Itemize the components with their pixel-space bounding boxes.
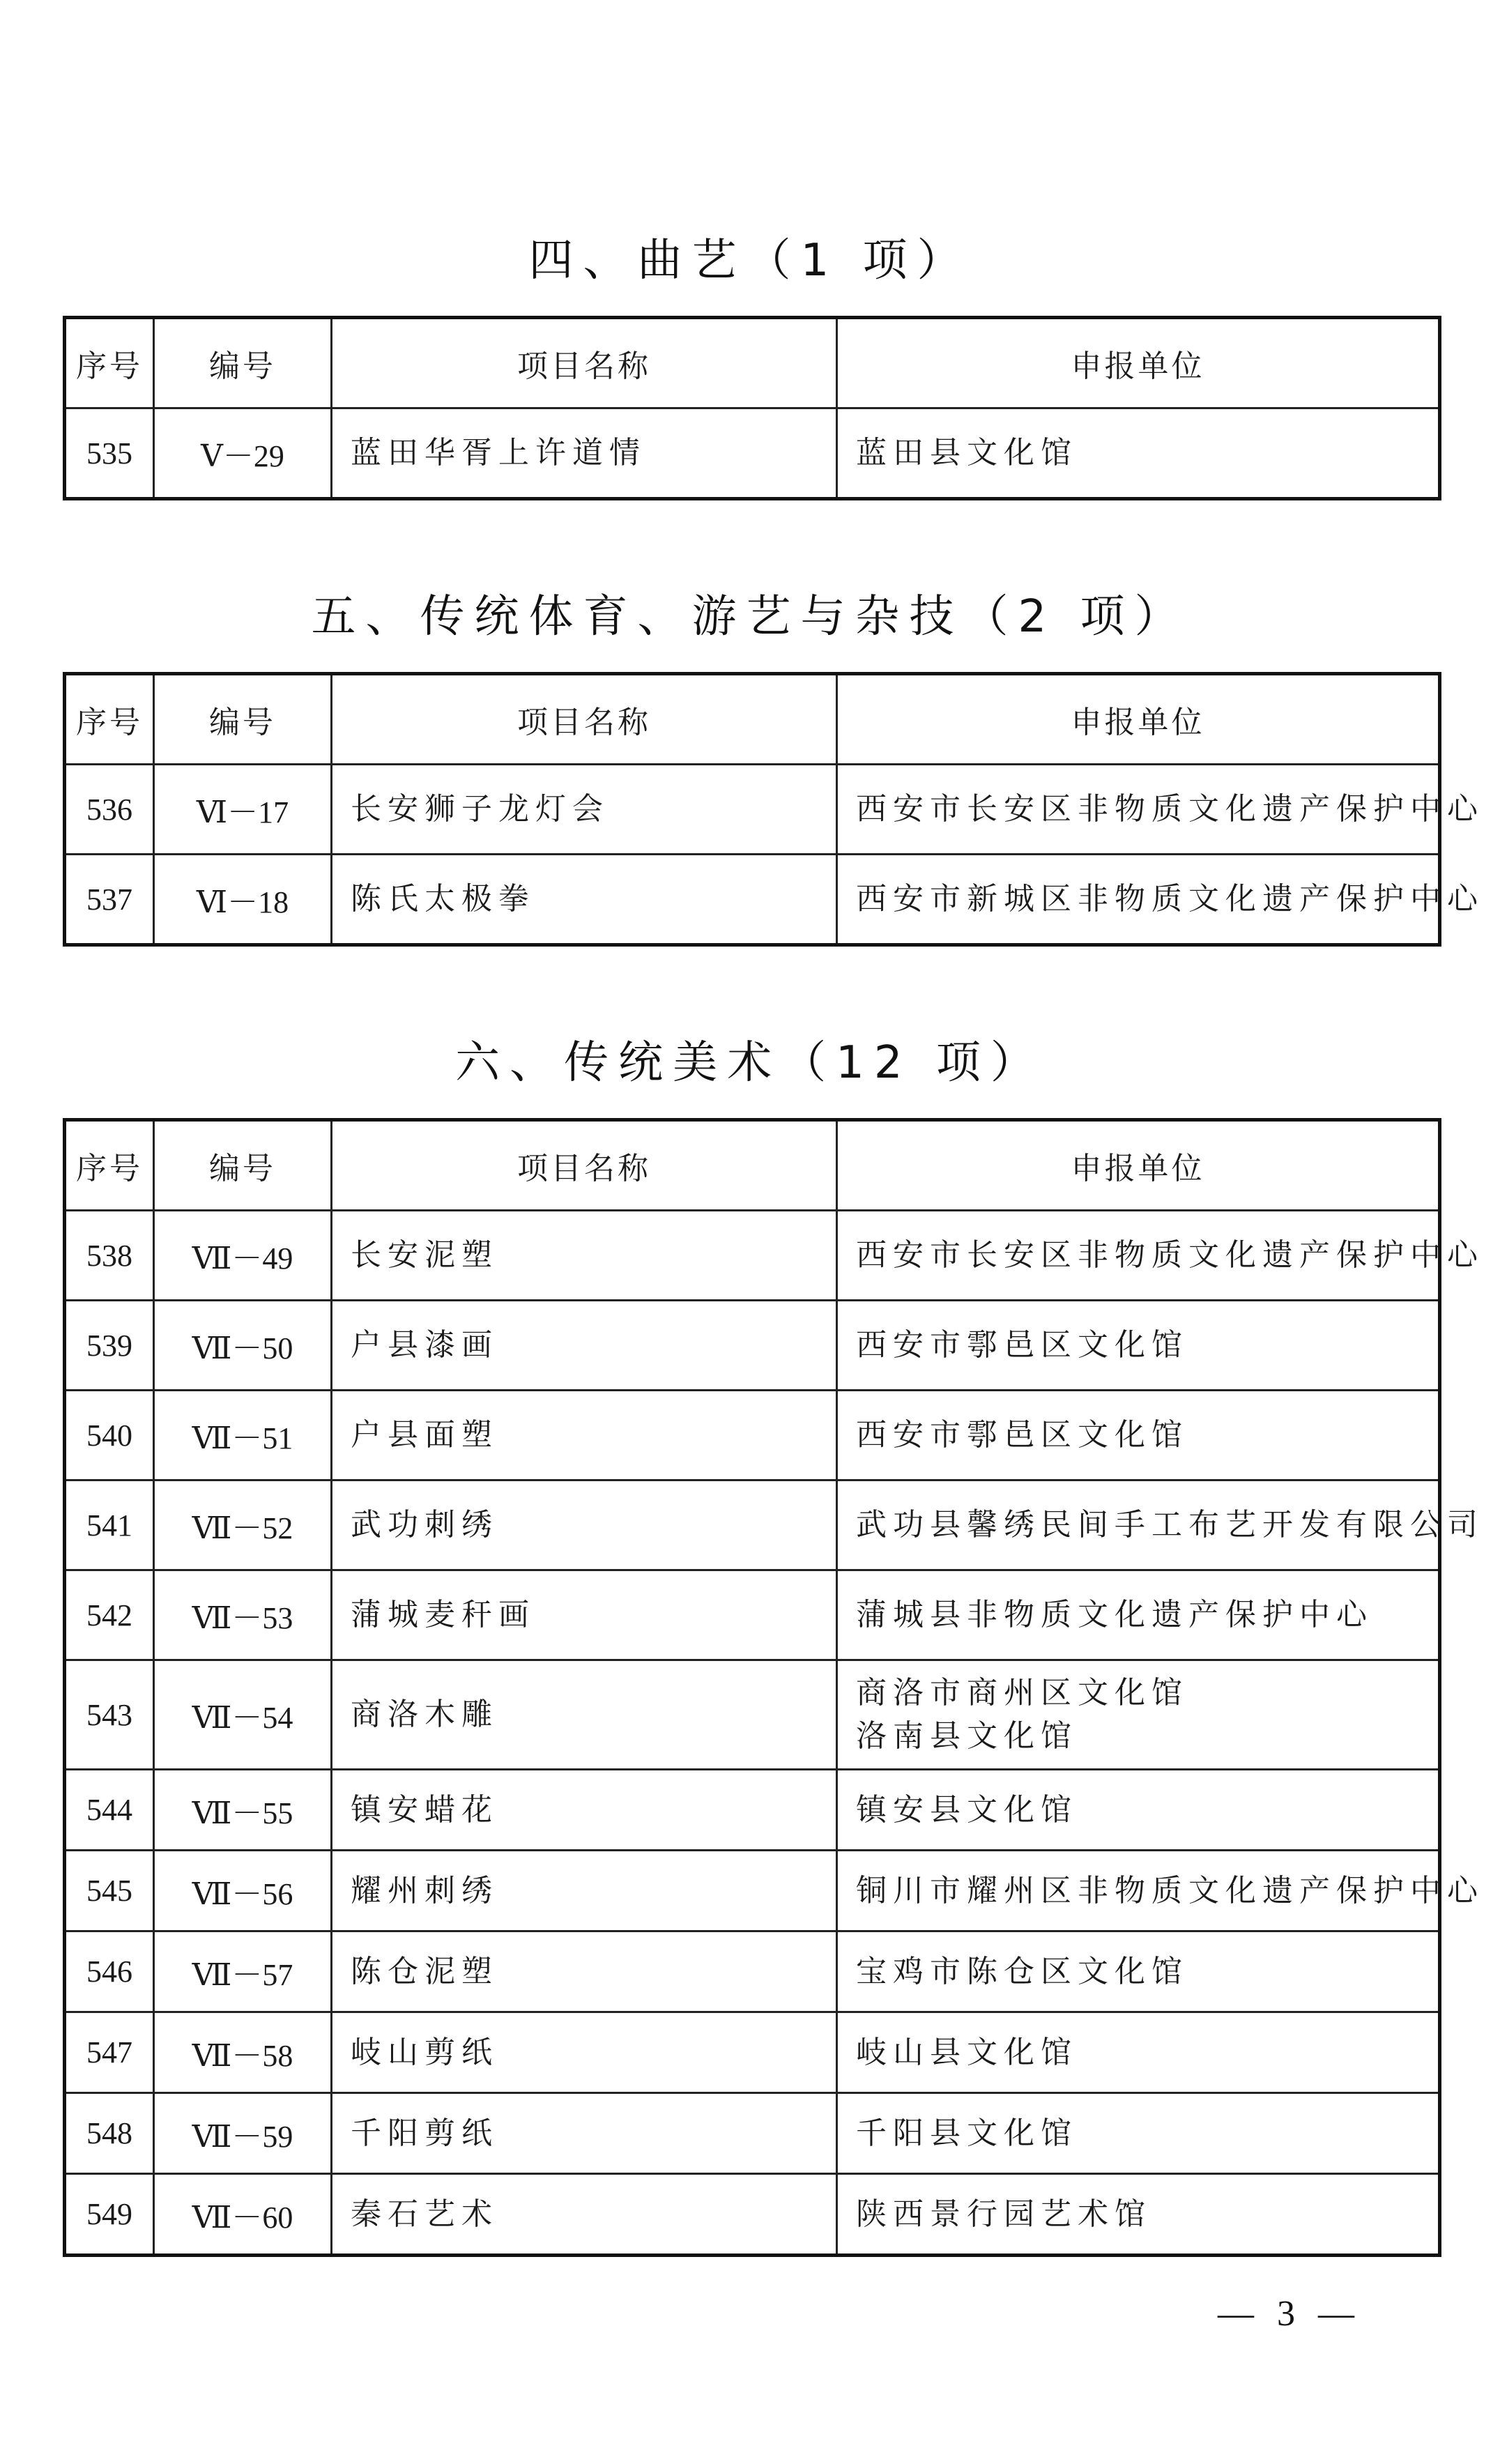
row-name: 长安狮子龙灯会 — [332, 765, 837, 855]
header-code: 编号 — [154, 674, 332, 765]
row-seq: 549 — [65, 2174, 154, 2256]
unit-line: 蒲城县非物质文化遗产保护中心 — [856, 1597, 1373, 1632]
table-sports — [63, 672, 1484, 947]
table-row — [65, 1301, 1440, 1391]
unit-line: 洛南县文化馆 — [856, 1718, 1078, 1754]
row-unit — [837, 2093, 1440, 2174]
row-code: Ⅶ－52 — [154, 1480, 332, 1570]
table-row — [65, 765, 1440, 855]
table-row — [65, 1570, 1440, 1660]
table-row — [65, 408, 1440, 499]
row-code: Ⅵ－18 — [154, 855, 332, 945]
table-row — [65, 1931, 1440, 2012]
row-unit — [837, 855, 1484, 945]
table-row — [65, 855, 1440, 945]
unit-line: 武功县馨绣民间手工布艺开发有限公司 — [856, 1507, 1484, 1543]
row-seq: 543 — [65, 1660, 154, 1770]
row-code: Ⅶ－50 — [154, 1301, 332, 1391]
header-seq: 序号 — [65, 318, 154, 408]
header-unit: 申报单位 — [837, 318, 1440, 408]
row-name: 秦石艺术 — [332, 2174, 837, 2256]
page-number: — 3 — — [1218, 2294, 1361, 2334]
row-unit — [837, 1391, 1440, 1480]
row-name: 耀州刺绣 — [332, 1851, 837, 1931]
unit-line: 蓝田县文化馆 — [856, 435, 1078, 470]
unit-line: 商洛市商州区文化馆 — [856, 1675, 1188, 1711]
table-row — [65, 1480, 1440, 1570]
row-unit — [837, 1480, 1484, 1570]
row-name: 户县面塑 — [332, 1391, 837, 1480]
row-code: Ⅶ－53 — [154, 1570, 332, 1660]
row-unit — [837, 1851, 1484, 1931]
row-unit — [837, 1660, 1440, 1770]
table-row — [65, 1851, 1440, 1931]
section-title-sports: 五、传统体育、游艺与杂技（2 项） — [311, 591, 1189, 643]
row-unit — [837, 408, 1440, 499]
header-unit: 申报单位 — [837, 1120, 1440, 1211]
row-seq: 546 — [65, 1931, 154, 2012]
row-seq: 539 — [65, 1301, 154, 1391]
row-seq: 536 — [65, 765, 154, 855]
row-seq: 544 — [65, 1770, 154, 1851]
row-name: 蓝田华胥上许道情 — [332, 408, 837, 499]
row-code: Ⅶ－58 — [154, 2012, 332, 2093]
row-seq: 548 — [65, 2093, 154, 2174]
header-name: 项目名称 — [332, 1120, 837, 1211]
row-unit — [837, 1570, 1440, 1660]
header-name: 项目名称 — [332, 674, 837, 765]
table-quyi — [63, 316, 1441, 500]
row-code: Ⅶ－57 — [154, 1931, 332, 2012]
row-name: 长安泥塑 — [332, 1211, 837, 1301]
header-name: 项目名称 — [332, 318, 837, 408]
row-name: 商洛木雕 — [332, 1660, 837, 1770]
row-unit — [837, 2012, 1440, 2093]
row-code: Ⅶ－59 — [154, 2093, 332, 2174]
row-unit — [837, 765, 1484, 855]
table-row — [65, 2012, 1440, 2093]
row-code: Ⅵ－17 — [154, 765, 332, 855]
row-code: Ⅶ－51 — [154, 1391, 332, 1480]
row-seq: 540 — [65, 1391, 154, 1480]
row-seq: 542 — [65, 1570, 154, 1660]
table-art — [63, 1118, 1484, 2257]
row-name: 千阳剪纸 — [332, 2093, 837, 2174]
row-name: 武功刺绣 — [332, 1480, 837, 1570]
row-name: 蒲城麦秆画 — [332, 1570, 837, 1660]
row-name: 岐山剪纸 — [332, 2012, 837, 2093]
table-row — [65, 2174, 1440, 2256]
unit-line: 岐山县文化馆 — [856, 2034, 1078, 2070]
table-row — [65, 1660, 1440, 1770]
row-seq: 537 — [65, 855, 154, 945]
unit-line: 西安市鄠邑区文化馆 — [856, 1327, 1188, 1363]
header-code: 编号 — [154, 318, 332, 408]
row-name: 陈氏太极拳 — [332, 855, 837, 945]
table-row — [65, 2093, 1440, 2174]
unit-line: 西安市新城区非物质文化遗产保护中心 — [856, 881, 1484, 917]
unit-line: 铜川市耀州区非物质文化遗产保护中心 — [856, 1872, 1484, 1908]
header-seq: 序号 — [65, 1120, 154, 1211]
row-name: 陈仓泥塑 — [332, 1931, 837, 2012]
unit-line: 千阳县文化馆 — [856, 2115, 1078, 2151]
header-unit: 申报单位 — [837, 674, 1440, 765]
table-row — [65, 1391, 1440, 1480]
row-unit — [837, 2174, 1440, 2256]
row-seq: 545 — [65, 1851, 154, 1931]
header-seq: 序号 — [65, 674, 154, 765]
table-row — [65, 1770, 1440, 1851]
unit-line: 宝鸡市陈仓区文化馆 — [856, 1953, 1188, 1989]
row-code: Ⅴ－29 — [154, 408, 332, 499]
row-code: Ⅶ－49 — [154, 1211, 332, 1301]
row-seq: 538 — [65, 1211, 154, 1301]
unit-line: 镇安县文化馆 — [856, 1791, 1078, 1828]
row-code: Ⅶ－54 — [154, 1660, 332, 1770]
unit-line: 陕西景行园艺术馆 — [856, 2196, 1151, 2232]
section-title-art: 六、传统美术（12 项） — [455, 1037, 1045, 1089]
unit-line: 西安市长安区非物质文化遗产保护中心 — [856, 791, 1484, 827]
unit-line: 西安市鄠邑区文化馆 — [856, 1417, 1188, 1453]
row-seq: 547 — [65, 2012, 154, 2093]
row-unit — [837, 1770, 1440, 1851]
row-code: Ⅶ－60 — [154, 2174, 332, 2256]
row-code: Ⅶ－56 — [154, 1851, 332, 1931]
row-seq: 541 — [65, 1480, 154, 1570]
row-name: 镇安蜡花 — [332, 1770, 837, 1851]
header-code: 编号 — [154, 1120, 332, 1211]
row-name: 户县漆画 — [332, 1301, 837, 1391]
section-title-quyi: 四、曲艺（1 项） — [528, 235, 972, 286]
row-unit — [837, 1931, 1440, 2012]
row-unit — [837, 1301, 1440, 1391]
row-seq: 535 — [65, 408, 154, 499]
table-row — [65, 1211, 1440, 1301]
unit-line: 西安市长安区非物质文化遗产保护中心 — [856, 1237, 1484, 1273]
row-code: Ⅶ－55 — [154, 1770, 332, 1851]
row-unit — [837, 1211, 1484, 1301]
